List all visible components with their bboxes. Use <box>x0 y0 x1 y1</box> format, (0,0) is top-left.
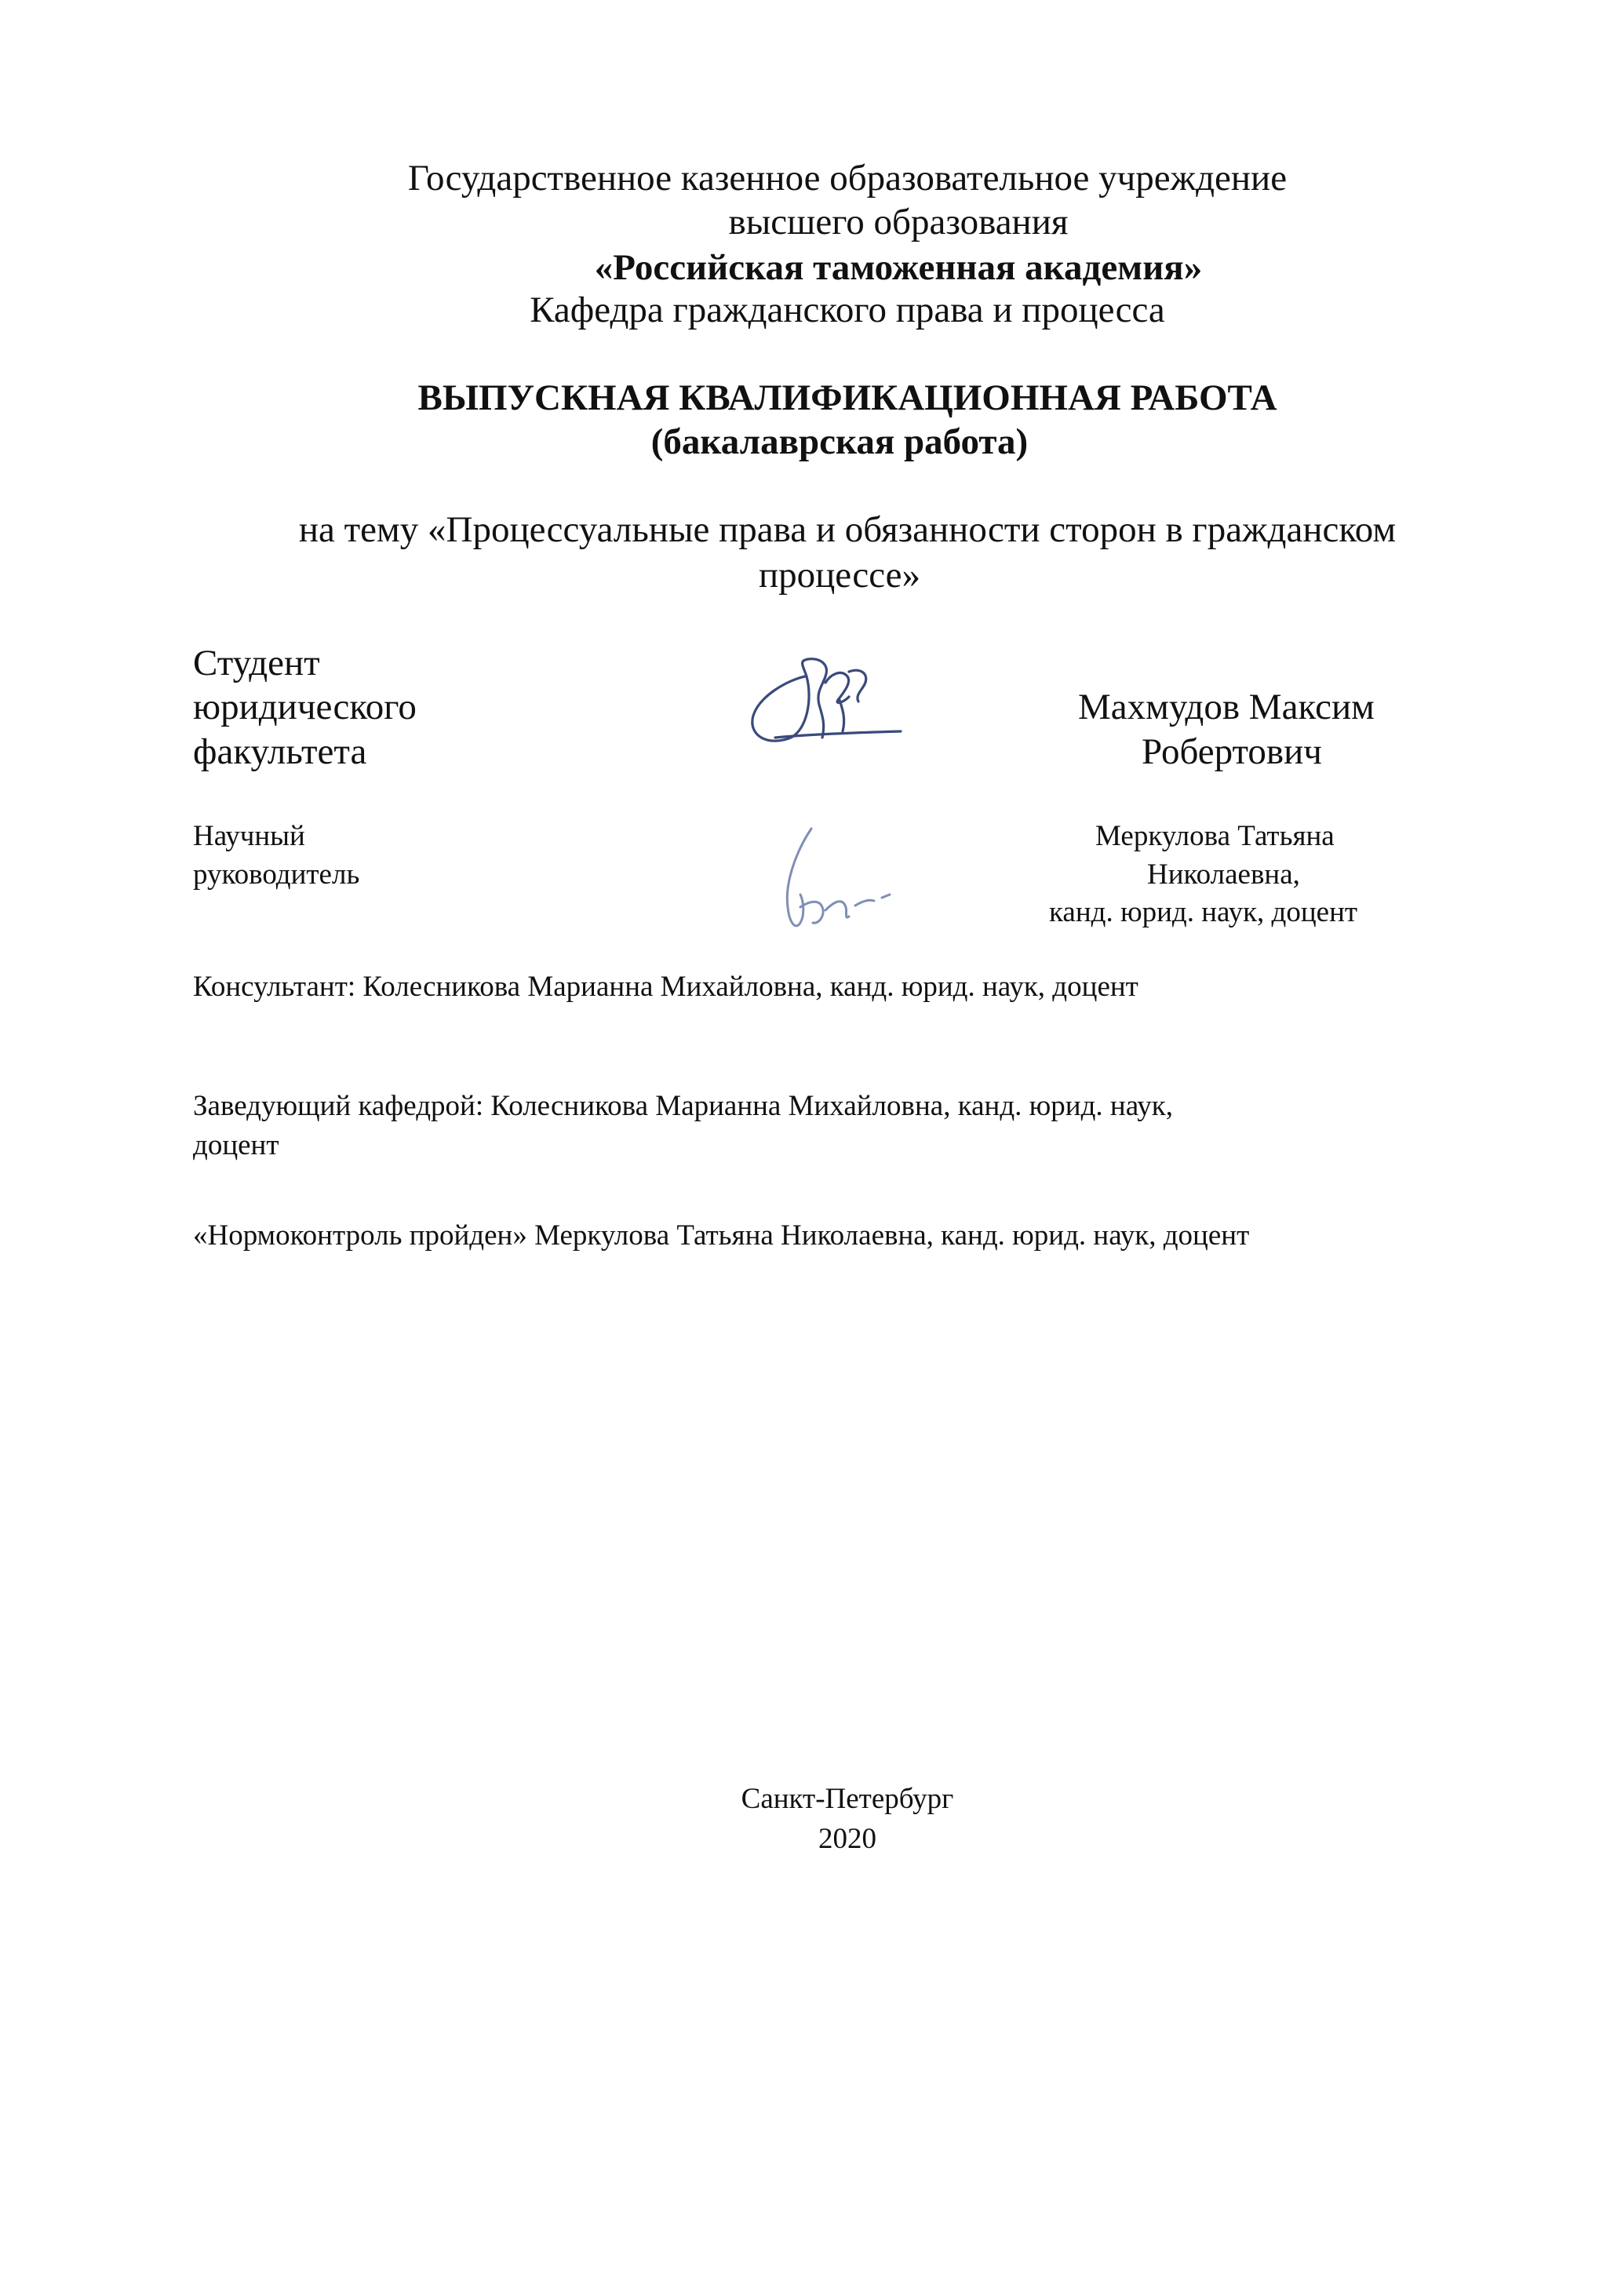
department-name: Кафедра гражданского права и процесса <box>530 290 1165 330</box>
academy-name: «Российская таможенная академия» <box>594 247 1203 288</box>
topic-line-1: на тему «Процессуальные права и обязанности сторон в гражданском <box>298 509 1397 550</box>
student-label-line-2: юридического <box>193 687 417 727</box>
institution-line-2: высшего образования <box>728 202 1069 242</box>
work-title: ВЫПУСКНАЯ КВАЛИФИКАЦИОННАЯ РАБОТА <box>417 377 1277 418</box>
supervisor-name-line-1: Меркулова Татьяна <box>1095 820 1335 852</box>
supervisor-signature <box>764 813 921 946</box>
student-label-line-3: факультета <box>193 731 367 772</box>
supervisor-label-line-2: руководитель <box>193 858 360 891</box>
student-name-line-2: Робертович <box>1142 731 1322 772</box>
norm-control-line: «Нормоконтроль пройден» Меркулова Татьяна Николаевна, канд. юрид. наук, доцент <box>193 1219 1250 1252</box>
student-signature <box>744 637 916 763</box>
consultant-line: Консультант: Колесникова Марианна Михайловна, канд. юрид. наук, доцент <box>193 971 1138 1003</box>
head-of-department-line-1: Заведующий кафедрой: Колесникова Марианна Михайловна, канд. юрид. наук, <box>193 1090 1174 1122</box>
year: 2020 <box>818 1823 876 1855</box>
supervisor-label-line-1: Научный <box>193 820 305 852</box>
city: Санкт-Петербург <box>741 1783 954 1815</box>
work-subtitle: (бакалаврская работа) <box>650 421 1029 462</box>
supervisor-name-line-3: канд. юрид. наук, доцент <box>1049 896 1358 928</box>
student-label-line-1: Студент <box>193 643 320 683</box>
head-of-department-line-2: доцент <box>193 1129 279 1161</box>
topic-line-2: процессе» <box>759 555 920 596</box>
student-name-line-1: Махмудов Максим <box>1078 687 1375 727</box>
institution-line-1: Государственное казенное образовательное учреждение <box>407 158 1288 199</box>
supervisor-name-line-2: Николаевна, <box>1147 858 1300 891</box>
